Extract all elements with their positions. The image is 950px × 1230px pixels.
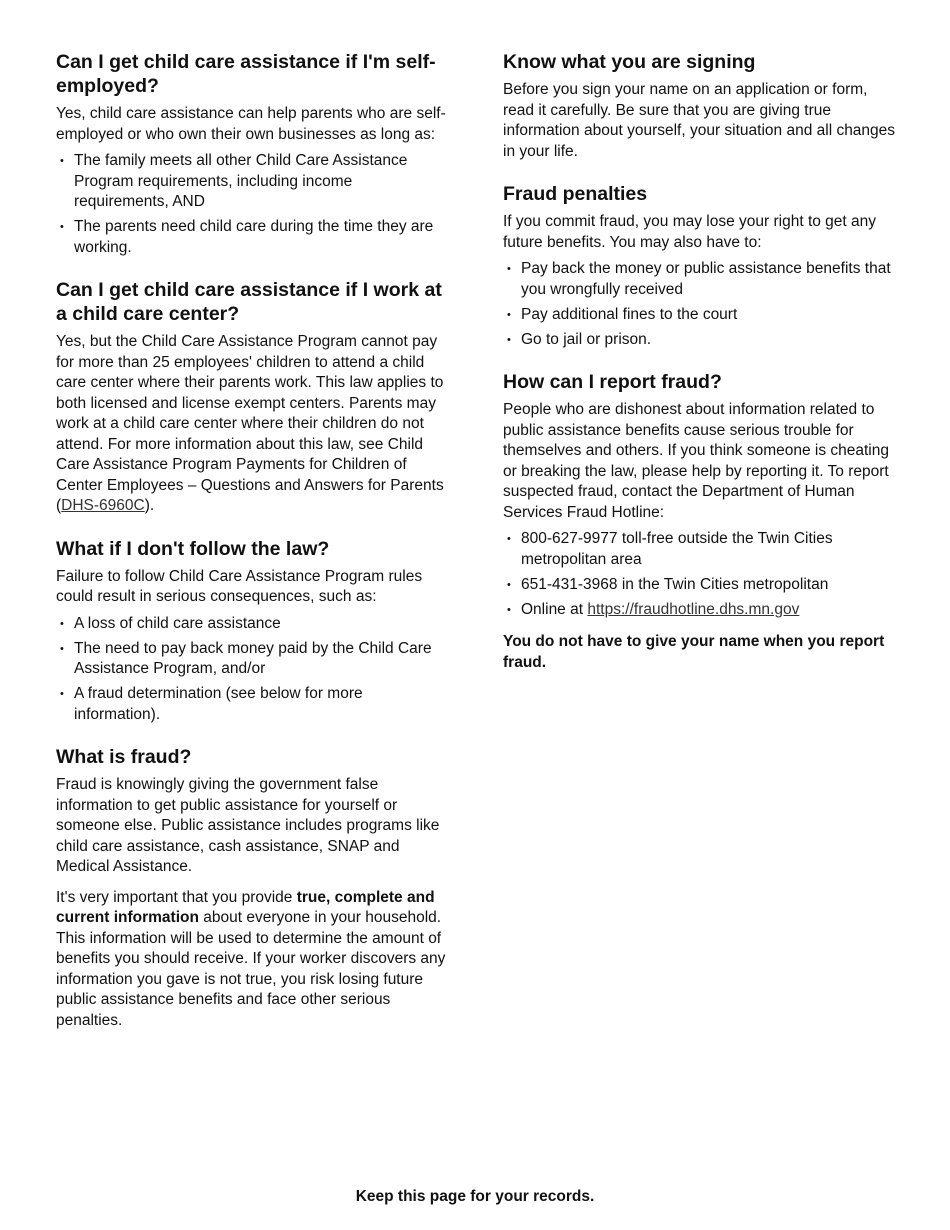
bullet-icon: • xyxy=(60,155,64,167)
list-consequences xyxy=(56,614,448,726)
bullet-icon: • xyxy=(507,308,511,321)
paragraph-self-employed: Yes, child care assistance can help parents who are self-employed or who own their own businesses as long as: xyxy=(56,105,446,143)
emphasis-text: true, complete and current information xyxy=(56,888,435,926)
section-know-signing xyxy=(503,50,896,162)
paragraph-text-end: ). xyxy=(144,497,155,514)
list-item-text: 651-431-3968 in the Twin Cities metropolitan xyxy=(521,575,829,593)
paragraph-know-signing: Before you sign your name on an application or form, read it carefully. Be sure that you are giving true information about yourself, your situation and all changes in your life. xyxy=(503,81,896,160)
section-fraud-penalties xyxy=(503,182,896,350)
list-item xyxy=(503,529,896,570)
section-child-care-center xyxy=(56,278,448,517)
left-column xyxy=(56,50,448,1051)
section-what-is-fraud xyxy=(56,745,448,1031)
anonymous-report-note: You do not have to give your name when you report fraud. xyxy=(503,633,885,671)
dhs-6960c-link[interactable]: DHS-6960C xyxy=(61,497,145,514)
list-item xyxy=(503,575,896,596)
paragraph-follow-law: Failure to follow Child Care Assistance Program rules could result in serious consequences, such as: xyxy=(56,567,423,605)
list-item xyxy=(56,217,448,258)
bullet-icon: • xyxy=(60,642,64,655)
list-item-text: The family meets all other Child Care Assistance Program requirements, including income requirements, AND xyxy=(74,152,408,210)
heading-follow-law: What if I don't follow the law? xyxy=(56,537,330,560)
list-item xyxy=(56,151,448,213)
list-report-contacts xyxy=(503,529,896,620)
paragraph-fraud-info xyxy=(56,888,448,1032)
list-item-text: A loss of child care assistance xyxy=(74,614,281,632)
bullet-icon: • xyxy=(507,603,511,616)
list-item-text: Pay additional fines to the court xyxy=(521,305,738,323)
list-item xyxy=(56,639,448,680)
list-item xyxy=(503,259,896,300)
heading-self-employed: Can I get child care assistance if I'm self-employed? xyxy=(56,51,436,97)
bullet-icon: • xyxy=(507,263,511,275)
paragraph-fraud-penalties: If you commit fraud, you may lose your right to get any future benefits. You may also have to: xyxy=(503,213,877,251)
heading-what-is-fraud: What is fraud? xyxy=(56,746,192,768)
bullet-icon: • xyxy=(507,333,511,346)
list-item-text: The parents need child care during the time they are working. xyxy=(74,218,434,256)
paragraph-text-end: about everyone in your household. This information will be used to determine the amount of benefits you should receive. If your worker discovers any information you gave is not true, you risk losing future public assistance benefits and face other serious penalties. xyxy=(56,909,446,1029)
list-item xyxy=(503,305,896,326)
list-item xyxy=(56,614,448,635)
list-item-text: The need to pay back money paid by the Child Care Assistance Program, and/or xyxy=(74,639,432,677)
fraud-hotline-link[interactable]: https://fraudhotline.dhs.mn.gov xyxy=(587,600,800,618)
section-follow-law xyxy=(56,537,448,726)
paragraph-report-fraud: People who are dishonest about information related to public assistance benefits cause serious trouble for themselves and others. If you think someone is cheating or breaking the law, please help by reporting it. To report suspected fraud, contact the Department of Human Services Fraud Hotline: xyxy=(503,401,889,521)
section-self-employed xyxy=(56,50,448,258)
list-item xyxy=(503,330,896,351)
list-penalties xyxy=(503,259,896,350)
heading-child-care-center: Can I get child care assistance if I work at a child care center? xyxy=(56,279,442,325)
section-report-fraud xyxy=(503,370,896,673)
list-item xyxy=(503,600,896,621)
list-item-text: Go to jail or prison. xyxy=(521,330,652,348)
bullet-icon: • xyxy=(507,578,511,591)
paragraph-text: It's very important that you provide xyxy=(56,888,297,906)
paragraph-child-care-center xyxy=(56,332,448,517)
bullet-icon: • xyxy=(60,221,64,233)
footer-note: Keep this page for your records. xyxy=(355,1188,595,1205)
list-self-employed xyxy=(56,151,448,258)
bullet-icon: • xyxy=(60,617,64,630)
list-item-text: A fraud determination (see below for more information). xyxy=(74,685,363,723)
heading-report-fraud: How can I report fraud? xyxy=(503,371,722,393)
list-item-text: 800-627-9977 toll-free outside the Twin Cities metropolitan area xyxy=(521,530,833,568)
list-item xyxy=(56,684,448,725)
bullet-icon: • xyxy=(60,688,64,700)
paragraph-text: Yes, but the Child Care Assistance Program cannot pay for more than 25 employees' children to attend a child care center where their parents work. This law applies to both licensed and license exempt centers. Parents may work at a child care center where their children do not attend. For more information about this law, see Child Care Assistance Program Payments for Children of Center Employees – Questions and Answers for Parents ( xyxy=(56,333,444,514)
heading-fraud-penalties: Fraud penalties xyxy=(503,183,648,205)
heading-know-signing: Know what you are signing xyxy=(503,51,756,73)
paragraph-fraud-definition: Fraud is knowingly giving the government false information to get public assistance for yourself or someone else. Public assistance includes programs like child care assistance, cash assistance, SNAP and Medical Assistance. xyxy=(56,776,440,875)
list-item-text: Online at xyxy=(521,600,588,618)
list-item-text: Pay back the money or public assistance benefits that you wrongfully received xyxy=(521,260,891,298)
bullet-icon: • xyxy=(507,533,511,545)
right-column xyxy=(503,50,896,693)
